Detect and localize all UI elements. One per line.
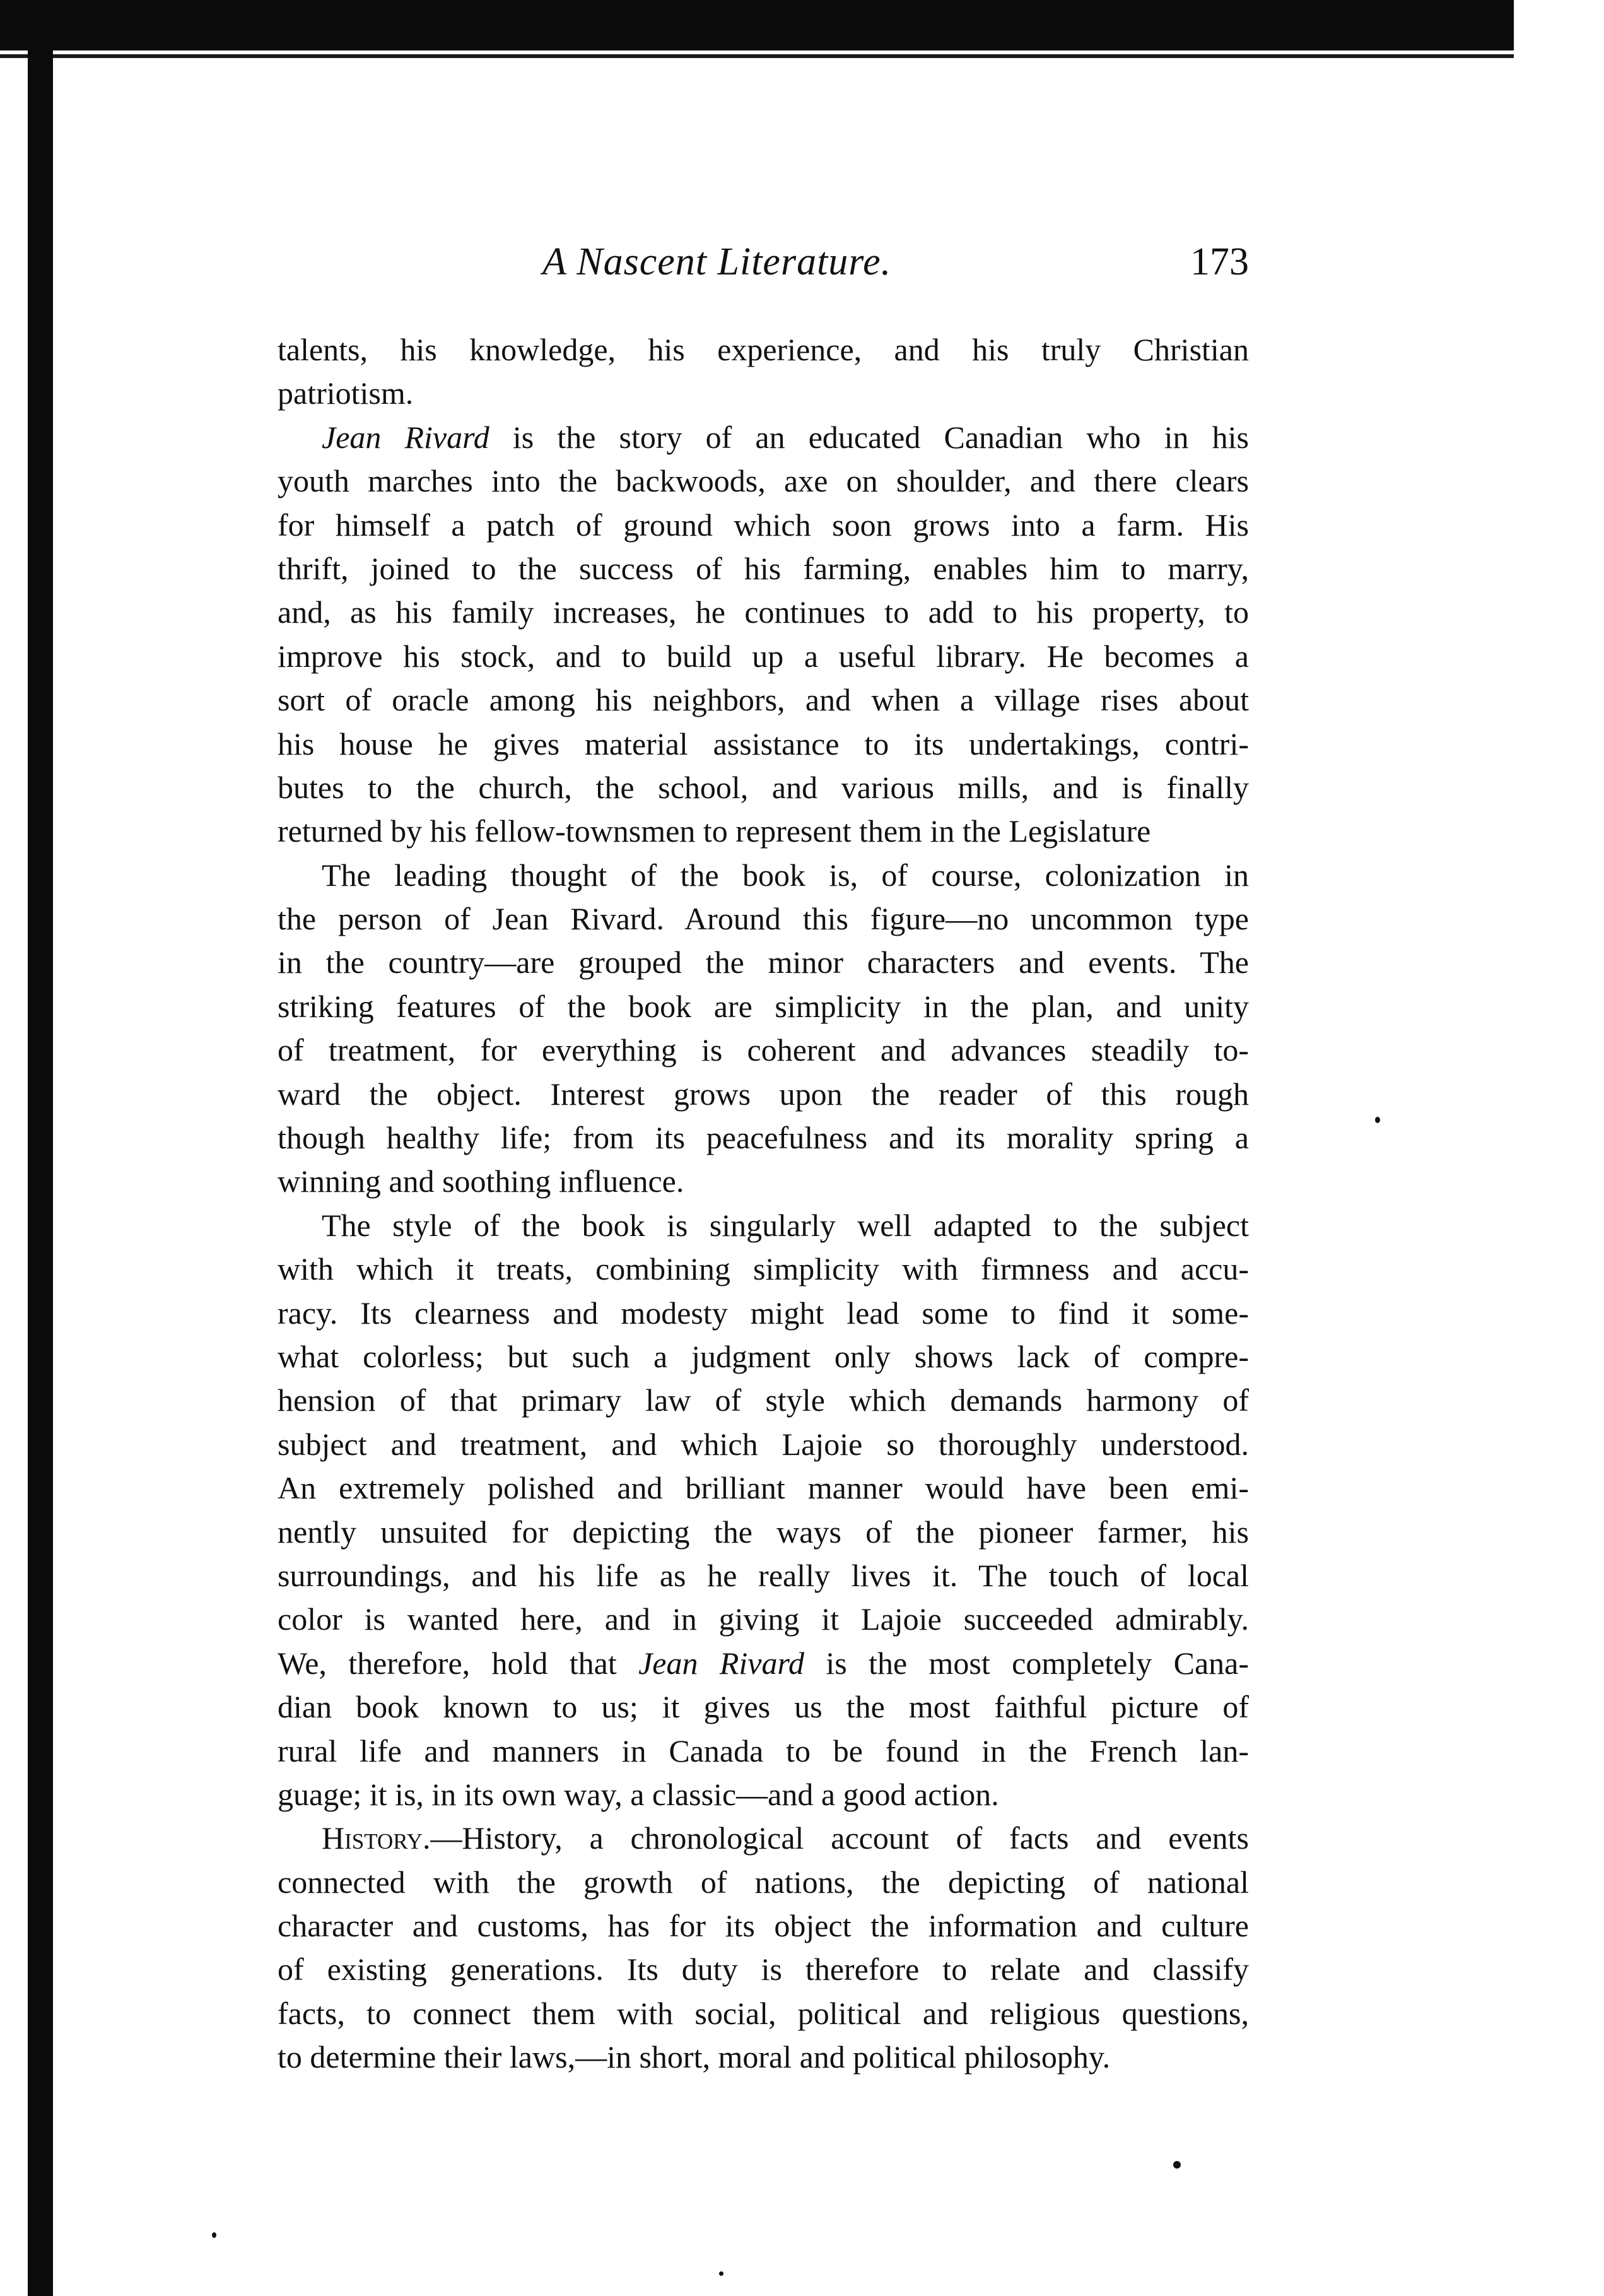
body-text xyxy=(278,328,1249,2080)
running-title: A Nascent Literature. xyxy=(542,240,892,283)
text-fragment: guage; it is, in its own way, a classic—and a good action. xyxy=(278,1776,999,1812)
text-fragment: The leading thought of the book is, of course, colonization in xyxy=(322,857,1249,893)
text-line xyxy=(278,1028,1249,1072)
text-fragment: connected with the growth of nations, the depicting of national xyxy=(278,1864,1249,1900)
text-line xyxy=(278,1904,1249,1948)
page-number: 173 xyxy=(1190,240,1249,283)
text-fragment: though healthy life; from its peacefulness and its morality spring a xyxy=(278,1120,1249,1156)
text-line xyxy=(278,1116,1249,1160)
italic-title: Jean Rivard xyxy=(322,419,489,455)
text-line xyxy=(278,503,1249,547)
text-line xyxy=(278,1247,1249,1291)
text-fragment: dian book known to us; it gives us the most faithful picture of xyxy=(278,1689,1249,1725)
text-fragment: winning and soothing influence. xyxy=(278,1163,684,1199)
text-line xyxy=(278,416,1249,459)
text-line xyxy=(278,1729,1249,1773)
scan-border-left xyxy=(28,50,53,2296)
text-fragment: facts, to connect them with social, political and religious questions, xyxy=(278,1995,1249,2031)
text-line xyxy=(278,1773,1249,1816)
text-line xyxy=(278,591,1249,634)
text-fragment: rural life and manners in Canada to be found in the French lan- xyxy=(278,1733,1249,1769)
text-fragment: his house he gives material assistance to its undertakings, contri- xyxy=(278,726,1249,762)
text-line xyxy=(278,1861,1249,1904)
text-fragment: is the most completely Cana- xyxy=(804,1645,1249,1681)
text-fragment: We, therefore, hold that xyxy=(278,1645,639,1681)
text-fragment: of treatment, for everything is coherent and advances steadily to- xyxy=(278,1032,1249,1068)
scan-border-rule xyxy=(0,54,1514,58)
text-fragment: for himself a patch of ground which soon grows into a farm. His xyxy=(278,507,1249,543)
text-fragment: color is wanted here, and in giving it Lajoie succeeded admirably. xyxy=(278,1601,1249,1637)
text-line xyxy=(278,1423,1249,1466)
text-line xyxy=(278,1642,1249,1685)
text-line xyxy=(278,1510,1249,1554)
text-line xyxy=(278,1204,1249,1247)
text-line xyxy=(278,635,1249,678)
text-line xyxy=(278,1554,1249,1598)
text-line xyxy=(278,722,1249,766)
text-fragment: thrift, joined to the success of his farming, enables him to marry, xyxy=(278,550,1249,586)
scan-border-top xyxy=(0,0,1514,50)
text-fragment: of existing generations. Its duty is therefore to relate and classify xyxy=(278,1952,1249,1987)
text-line xyxy=(278,1685,1249,1729)
text-fragment: striking features of the book are simplicity in the plan, and unity xyxy=(278,988,1249,1024)
text-line xyxy=(278,941,1249,984)
text-fragment: is the story of an educated Canadian who in his xyxy=(489,419,1249,455)
text-fragment: butes to the church, the school, and various mills, and is finally xyxy=(278,769,1249,805)
text-line xyxy=(278,809,1249,853)
text-line xyxy=(278,2035,1249,2079)
scan-speck xyxy=(719,2271,723,2276)
text-line xyxy=(278,1292,1249,1335)
text-fragment: the person of Jean Rivard. Around this figure—no uncommon type xyxy=(278,901,1249,937)
text-fragment: in the country—are grouped the minor characters and events. The xyxy=(278,945,1249,980)
section-heading: History xyxy=(322,1820,423,1856)
text-line xyxy=(278,1379,1249,1422)
text-fragment: sort of oracle among his neighbors, and when a village rises about xyxy=(278,682,1249,718)
text-line xyxy=(278,854,1249,897)
text-line xyxy=(278,985,1249,1028)
text-line xyxy=(278,1992,1249,2035)
text-fragment: nently unsuited for depicting the ways of the pioneer farmer, his xyxy=(278,1514,1249,1550)
text-fragment: racy. Its clearness and modesty might lead some to find it some- xyxy=(278,1295,1249,1331)
text-fragment: what colorless; but such a judgment only shows lack of compre- xyxy=(278,1338,1249,1374)
scan-speck xyxy=(212,2232,216,2238)
text-fragment: character and customs, has for its object the information and culture xyxy=(278,1908,1249,1944)
text-fragment: hension of that primary law of style which demands harmony of xyxy=(278,1382,1249,1418)
text-fragment: .—History, a chronological account of facts and events xyxy=(422,1820,1249,1856)
text-line xyxy=(278,372,1249,415)
text-fragment: improve his stock, and to build up a useful library. He becomes a xyxy=(278,638,1249,674)
page-header xyxy=(278,240,1249,303)
text-fragment: with which it treats, combining simplicity with firmness and accu- xyxy=(278,1251,1249,1287)
scan-speck xyxy=(1173,2161,1181,2169)
text-fragment: patriotism. xyxy=(278,375,414,411)
text-line xyxy=(278,1466,1249,1510)
text-line xyxy=(278,1335,1249,1379)
text-fragment: subject and treatment, and which Lajoie so thoroughly understood. xyxy=(278,1426,1249,1462)
text-fragment: and, as his family increases, he continues to add to his property, to xyxy=(278,594,1249,630)
text-line xyxy=(278,547,1249,591)
text-line xyxy=(278,1816,1249,1860)
text-line xyxy=(278,1948,1249,1991)
text-line xyxy=(278,328,1249,372)
text-fragment: The style of the book is singularly well adapted to the subject xyxy=(322,1207,1249,1243)
text-line xyxy=(278,1160,1249,1203)
text-line xyxy=(278,1598,1249,1641)
scan-speck xyxy=(1375,1117,1380,1123)
italic-title: Jean Rivard xyxy=(638,1645,805,1681)
text-line xyxy=(278,897,1249,941)
text-fragment: talents, his knowledge, his experience, and his truly Christian xyxy=(278,332,1249,367)
text-fragment: to determine their laws,—in short, moral and political philosophy. xyxy=(278,2039,1111,2075)
text-fragment: youth marches into the backwoods, axe on shoulder, and there clears xyxy=(278,463,1249,499)
text-fragment: surroundings, and his life as he really lives it. The touch of local xyxy=(278,1557,1249,1593)
text-line xyxy=(278,459,1249,503)
text-line xyxy=(278,766,1249,809)
text-line xyxy=(278,1073,1249,1116)
text-fragment: ward the object. Interest grows upon the reader of this rough xyxy=(278,1076,1249,1112)
text-line xyxy=(278,678,1249,722)
text-fragment: returned by his fellow-townsmen to represent them in the Legislature xyxy=(278,813,1151,849)
text-fragment: An extremely polished and brilliant manner would have been emi- xyxy=(278,1470,1249,1506)
